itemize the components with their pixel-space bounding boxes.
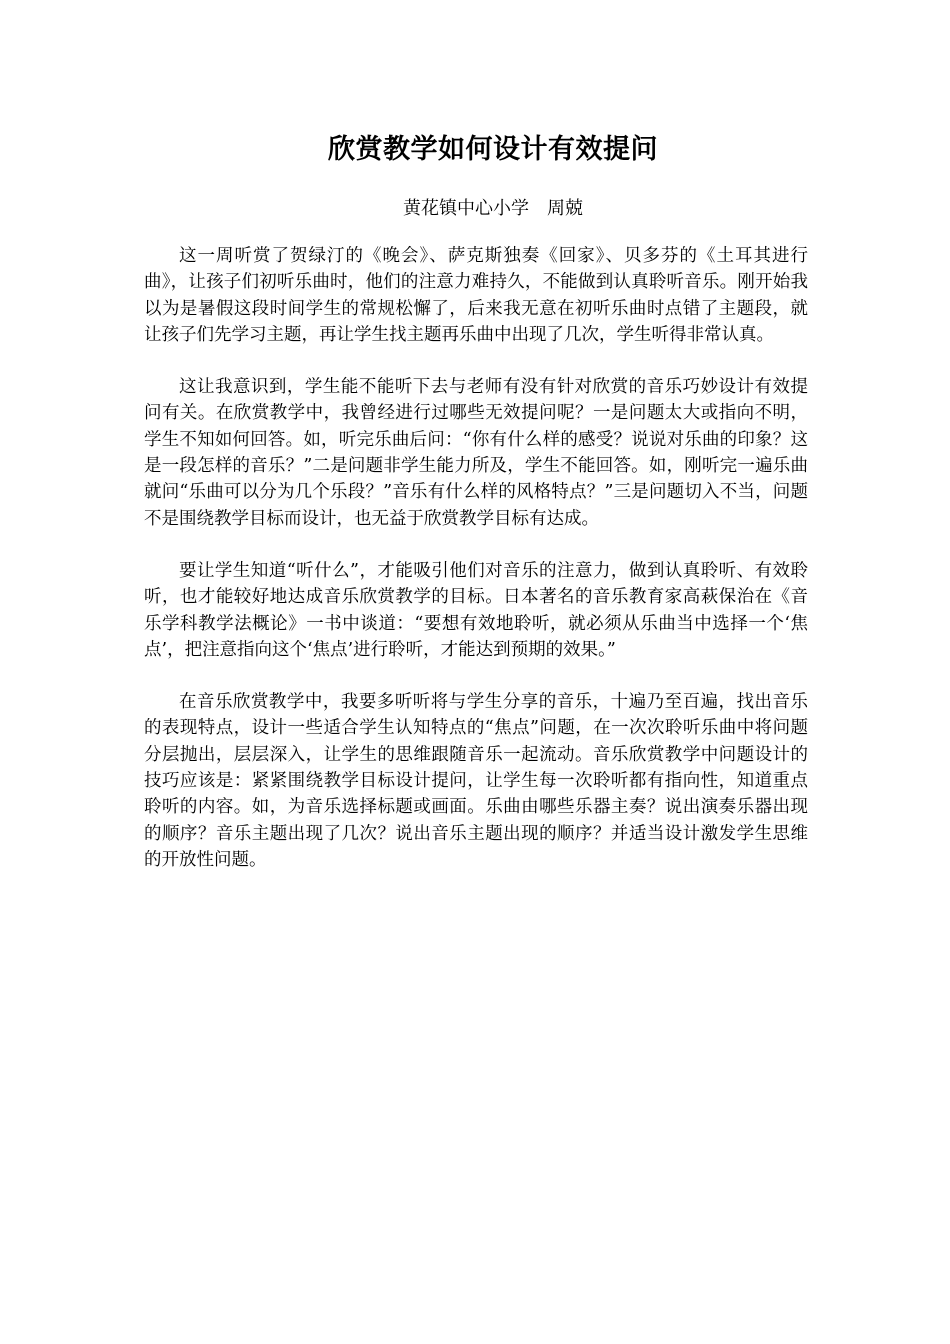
document-title: 欣赏教学如何设计有效提问 xyxy=(328,134,658,165)
document-body xyxy=(144,243,808,899)
paragraph: 要让学生知道“听什么”，才能吸引他们对音乐的注意力，做到认真聆听、有效聆听，也才能较好地达成音乐欣赏教学的目标。日本著名的音乐教育家高萩保治在《音乐学科教学法概论》一书中谈道：“要想有效地聆听，就必须从乐曲当中选择一个‘焦点’，把注意指向这个‘焦点’进行聆听，才能达到预期的效果。” xyxy=(144,560,808,660)
paragraph: 在音乐欣赏教学中，我要多听听将与学生分享的音乐，十遍乃至百遍，找出音乐的表现特点，设计一些适合学生认知特点的“焦点”问题，在一次次聆听乐曲中将问题分层抛出，层层深入，让学生的思维跟随音乐一起流动。音乐欣赏教学中问题设计的技巧应该是：紧紧围绕教学目标设计提问，让学生每一次聆听都有指向性，知道重点聆听的内容。如，为音乐选择标题或画面。乐曲由哪些乐器主奏？说出演奏乐器出现的顺序？音乐主题出现了几次？说出音乐主题出现的顺序？并适当设计激发学生思维的开放性问题。 xyxy=(144,692,808,870)
paragraph: 这让我意识到，学生能不能听下去与老师有没有针对欣赏的音乐巧妙设计有效提问有关。在欣赏教学中，我曾经进行过哪些无效提问呢？一是问题太大或指向不明，学生不知如何回答。如，听完乐曲后问：“你有什么样的感受？说说对乐曲的印象？这是一段怎样的音乐？”二是问题非学生能力所及，学生不能回答。如，刚听完一遍乐曲就问“乐曲可以分为几个乐段？”音乐有什么样的风格特点？”三是问题切入不当，问题不是围绕教学目标而设计，也无益于欣赏教学目标有达成。 xyxy=(144,377,808,529)
paragraph: 这一周听赏了贺绿汀的《晚会》、萨克斯独奏《回家》、贝多芬的《土耳其进行曲》，让孩子们初听乐曲时，他们的注意力难持久，不能做到认真聆听音乐。刚开始我以为是暑假这段时间学生的常规松懈了，后来我无意在初听乐曲时点错了主题段，就让孩子们先学习主题，再让学生找主题再乐曲中出现了几次，学生听得非常认真。 xyxy=(144,246,808,345)
author-line: 黄花镇中心小学 周兢 xyxy=(403,198,583,219)
